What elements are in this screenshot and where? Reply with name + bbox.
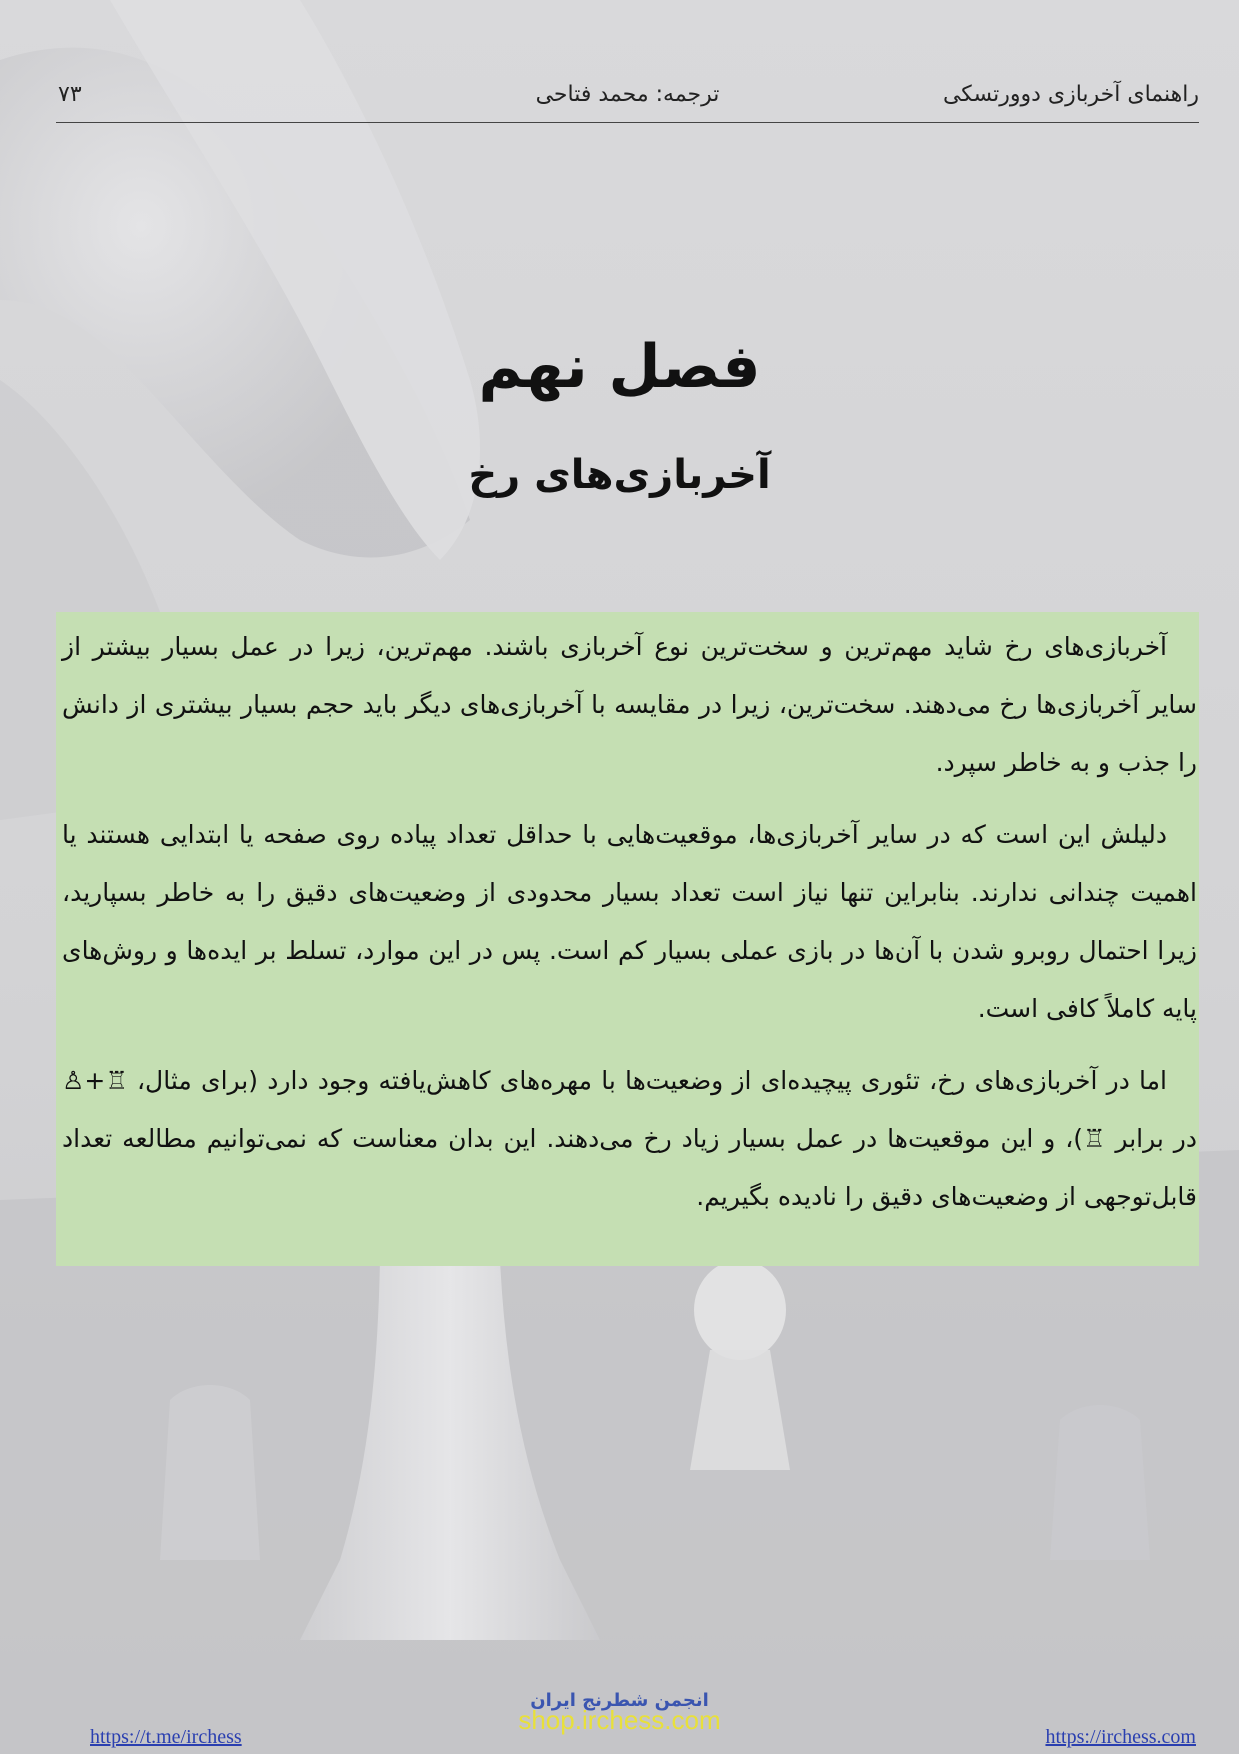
highlighted-text-block — [56, 612, 1199, 1266]
chapter-subtitle: آخربازی‌های رخ — [468, 452, 771, 498]
book-title: راهنمای آخربازی دوورتسکی — [942, 82, 1199, 107]
website-link[interactable]: https://irchess.com — [1045, 1726, 1196, 1748]
translator-credit: ترجمه: محمد فتاحی — [535, 82, 720, 107]
paragraph-2: دلیلش این است که در سایر آخربازی‌ها، موقعیت‌هایی با حداقل تعداد پیاده روی صفحه یا ابتدایی هستند یا اهمیت چندانی ندارند. بنابراین تنها نیاز است تعداد بسیار محدودی از وضعیت‌های دقیق را به خاطر بسپارید، زیرا احتمال روبرو شدن با آن‌ها در بازی عملی بسیار کم است. پس در این موارد، تسلط بر ایده‌ها و روش‌های پایه کاملاً کافی است. — [62, 820, 1197, 1023]
page-header — [56, 78, 1199, 123]
paragraph-1: آخربازی‌های رخ شاید مهم‌ترین و سخت‌ترین نوع آخربازی باشند. مهم‌ترین، زیرا در عمل بسیار بیشتر از سایر آخربازی‌ها رخ می‌دهند. سخت‌ترین، زیرا در مقایسه با آخربازی‌های دیگر باید حجم بسیار بیشتری از دانش را جذب و به خاطر سپرد. — [62, 632, 1197, 777]
chapter-title: فصل نهم — [478, 332, 761, 402]
telegram-link[interactable]: https://t.me/irchess — [90, 1726, 242, 1748]
association-name: انجمن شطرنج ایران — [530, 1690, 709, 1711]
page-number: ۷۳ — [58, 82, 82, 107]
paragraph-3: اما در آخربازی‌های رخ، تئوری پیچیده‌ای از وضعیت‌ها با مهره‌های کاهش‌یافته وجود دارد (برای مثال، ♖+♙ در برابر ♖)، و این موقعیت‌ها در عمل بسیار زیاد رخ می‌دهند. این بدان معناست که نمی‌توانیم مطالعه تعداد قابل‌توجهی از وضعیت‌های دقیق را نادیده بگیریم. — [62, 1066, 1197, 1211]
shop-watermark: shop.irchess.com — [518, 1705, 721, 1735]
